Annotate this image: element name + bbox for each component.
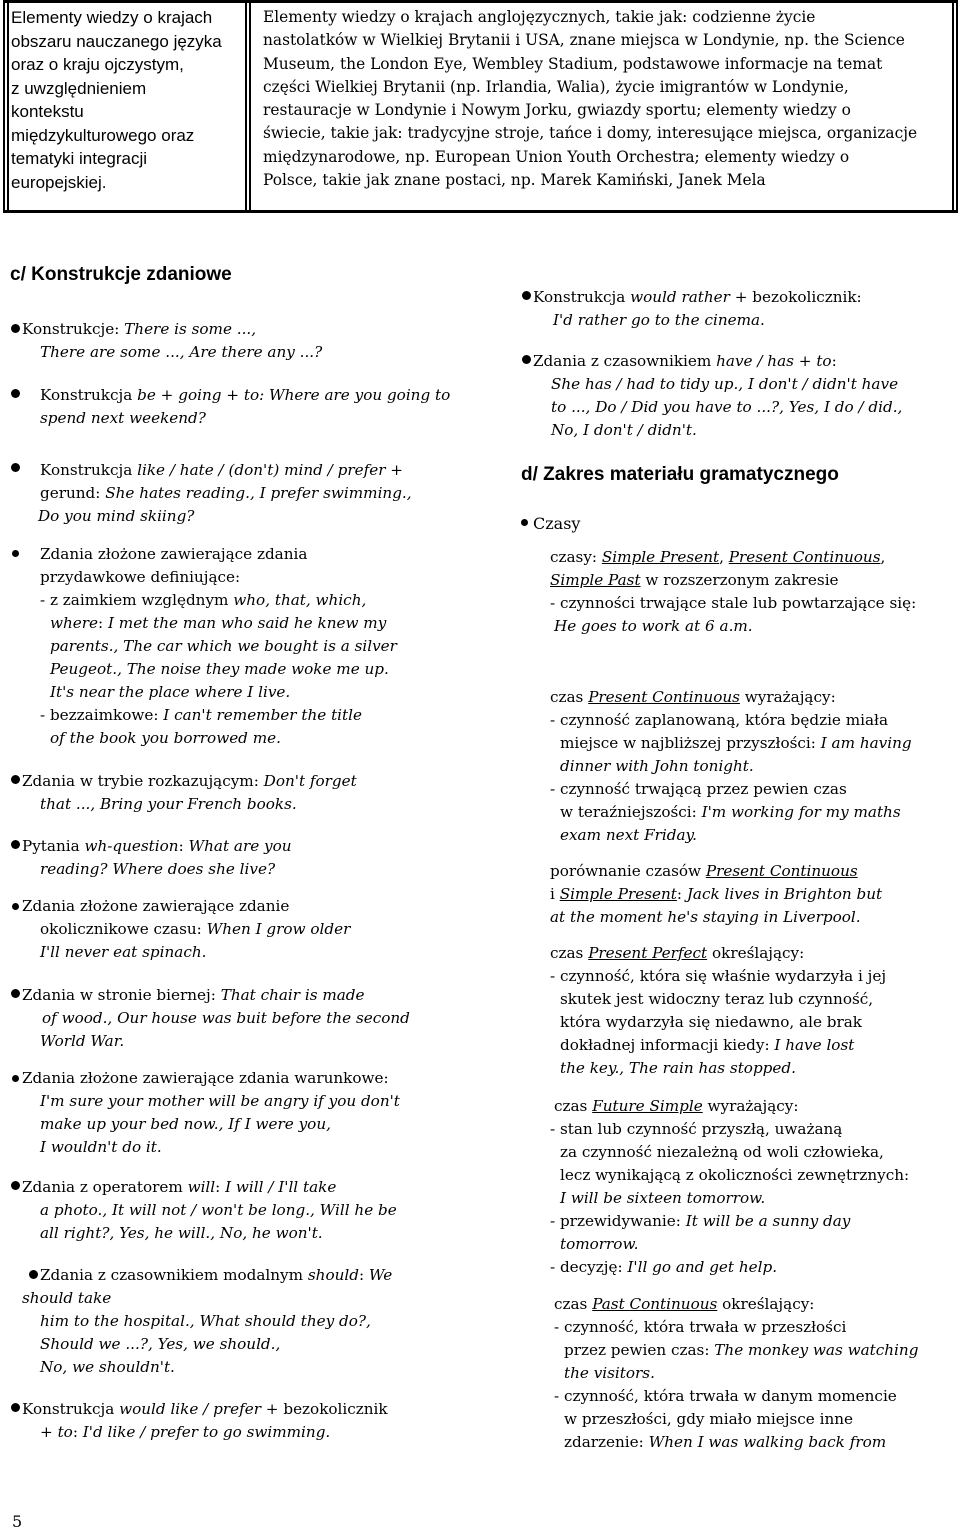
item-example: spend next weekend? — [40, 409, 206, 427]
tense-text: w teraźniejszości: — [560, 803, 702, 821]
tense-example: I'm working for my maths — [701, 803, 901, 821]
item-example: That chair is made — [220, 986, 365, 1004]
table-border-left — [3, 3, 5, 210]
item-text: Zdania z operatorem — [22, 1178, 188, 1196]
tense-example: It will be a sunny day — [685, 1212, 851, 1230]
tense-example: the key., The rain has stopped. — [560, 1059, 796, 1077]
item-text: Zdania złożone zawierające zdania — [40, 545, 308, 563]
item-text: Konstrukcja — [22, 1400, 120, 1418]
item-keyword: like / hate / (don't) mind / prefer — [137, 461, 386, 479]
bullet-icon — [12, 550, 19, 557]
item-text: Zdania z czasownikiem — [533, 352, 717, 370]
tense-text: - czynności trwające stale lub powtarzające się: — [550, 594, 917, 612]
item-text: Konstrukcja — [533, 288, 631, 306]
item-example: Peugeot., The noise they made woke me up. — [50, 660, 389, 678]
tense-text: - czynność zaplanowaną, która będzie miała — [550, 711, 889, 729]
item-going-to — [40, 384, 450, 430]
item-keyword: who, that, which, — [233, 591, 367, 609]
comparison-block — [550, 860, 882, 929]
item-relative-clauses — [40, 543, 397, 750]
tense-example: the visitors. — [564, 1364, 655, 1382]
item-text: : — [98, 614, 108, 632]
tense-text: za czynność niezależną od woli człowieka, — [560, 1143, 884, 1161]
tense-text: - czynność trwającą przez pewien czas — [550, 780, 847, 798]
table-right-line: części Wielkiej Brytanii (np. Irlandia, Walia), życie imigrantów w Londynie, — [263, 77, 849, 96]
item-text: przydawkowe definiujące: — [40, 568, 241, 586]
item-example: I will / I'll take — [225, 1178, 337, 1196]
bullet-icon — [12, 1075, 19, 1082]
item-text: : — [72, 1423, 83, 1441]
tense-text: w przeszłości, gdy miało miejsce inne — [564, 1410, 854, 1428]
tense-text: - czynność, która się właśnie wydarzyła i jej — [550, 967, 887, 985]
item-wh-question — [22, 835, 292, 881]
tense-text: czas — [554, 1097, 593, 1115]
item-text: Zdania złożone zawierające zdania warunkowe: — [22, 1069, 389, 1087]
tense-text: czas — [554, 1295, 593, 1313]
item-conditional — [22, 1067, 400, 1159]
table-left-line: Elementy wiedzy o krajach — [11, 8, 213, 27]
tense-text: miejsce w najbliższej przyszłości: — [560, 734, 821, 752]
item-text: + bezokolicznik — [260, 1400, 388, 1418]
item-example: Don't forget — [263, 772, 357, 790]
tense-text: , — [719, 548, 729, 566]
item-example: She has / had to tidy up., I don't / didn't have — [551, 375, 899, 393]
item-text: : — [358, 1266, 369, 1284]
item-like-hate — [40, 459, 412, 528]
item-example: to ..., Do / Did you have to ...?, Yes, I do / did., — [551, 398, 903, 416]
table-right-line: świecie, takie jak: tradycyjne stroje, tańce i domy, interesujące miejsca, organizacje — [263, 124, 918, 143]
table-left-cell — [11, 6, 247, 194]
item-text: + — [155, 386, 179, 404]
table-column-divider-inner — [249, 3, 251, 210]
table-right-line: międzynarodowe, np. European Union Youth Orchestra; elementy wiedzy o — [263, 147, 850, 166]
tense-text: - decyzję: — [550, 1258, 628, 1276]
table-left-line: tematyki integracji — [11, 149, 148, 168]
tense-text: - stan lub czynność przyszłą, uważaną — [550, 1120, 843, 1138]
tense-text: - czynność, która trwała w danym momencie — [554, 1387, 897, 1405]
table-right-line: Polsce, takie jak znane postaci, np. Marek Kamiński, Janek Mela — [263, 171, 766, 190]
tense-example: I have lost — [774, 1036, 855, 1054]
tense-text: i — [550, 885, 560, 903]
item-keyword: would rather — [630, 288, 730, 306]
present-perfect-block — [550, 942, 886, 1080]
bullet-icon — [11, 463, 20, 472]
item-text: gerund: — [40, 484, 106, 502]
item-text: Konstrukcje: — [22, 320, 125, 338]
item-example: There is some ..., — [124, 320, 257, 338]
item-text: Zdania w stronie biernej: — [22, 986, 221, 1004]
table-border-left-inner — [7, 3, 9, 210]
item-would-rather — [533, 286, 862, 332]
item-text: Zdania z czasownikiem modalnym — [40, 1266, 308, 1284]
item-text: Konstrukcja — [40, 386, 138, 404]
item-example: of wood., Our house was buit before the second — [42, 1009, 410, 1027]
tenses-block — [550, 546, 916, 638]
tense-text: porównanie czasów — [550, 862, 706, 880]
item-example: Should we ...?, Yes, we should., — [40, 1335, 281, 1353]
tense-text: , — [880, 548, 886, 566]
bullet-icon — [12, 903, 19, 910]
tense-example: He goes to work at 6 a.m. — [554, 617, 753, 635]
item-example: We — [368, 1266, 393, 1284]
item-should — [22, 1264, 392, 1379]
tense-example: tomorrow. — [560, 1235, 639, 1253]
bullet-icon — [11, 1181, 20, 1190]
item-keyword: will — [187, 1178, 216, 1196]
table-left-line: międzykulturowego oraz — [11, 125, 195, 145]
tense-name: Simple Past — [550, 571, 641, 589]
item-keyword: be — [137, 386, 156, 404]
item-there-is — [22, 318, 322, 364]
item-text: - z zaimkiem względnym — [40, 591, 234, 609]
tense-example: at the moment he's staying in Liverpool. — [550, 908, 861, 926]
tense-text: wyrażający: — [702, 1097, 799, 1115]
item-example: I'm sure your mother will be angry if you don't — [40, 1092, 400, 1110]
item-example: What are you — [188, 837, 292, 855]
past-continuous-block — [550, 1293, 918, 1454]
tense-text: czasy: — [550, 548, 602, 566]
tense-name: Past Continuous — [592, 1295, 718, 1313]
item-text: Zdania w trybie rozkazującym: — [22, 772, 264, 790]
table-right-line: nastolatków w Wielkiej Brytanii i USA, znane miejsca w Londynie, np. the Science — [263, 31, 905, 50]
item-text: + — [793, 352, 817, 370]
item-example: I'd rather go to the cinema. — [553, 311, 765, 329]
tense-name: Simple Present — [601, 548, 720, 566]
tense-text: określający: — [707, 944, 805, 962]
item-example: No, I don't / didn't. — [551, 421, 697, 439]
tense-example: When I was walking back from — [648, 1433, 887, 1451]
section-d-heading: d/ Zakres materiału gramatycznego — [521, 464, 839, 485]
tense-example: dinner with John tonight. — [560, 757, 754, 775]
item-example: : Where are you going to — [259, 386, 451, 404]
tense-example: I'll go and get help. — [627, 1258, 778, 1276]
item-example: parents., The car which we bought is a silver — [50, 637, 397, 655]
tense-text: czas — [550, 944, 589, 962]
item-keyword: where — [50, 614, 99, 632]
table-left-line: kontekstu — [11, 102, 84, 121]
item-example: World War. — [40, 1032, 125, 1050]
future-simple-block — [550, 1095, 909, 1279]
item-keyword: to — [57, 1423, 73, 1441]
item-example: It's near the place where I live. — [50, 683, 291, 701]
item-passive — [22, 984, 410, 1053]
czasy-label: Czasy — [533, 514, 581, 533]
tense-text: w rozszerzonym zakresie — [640, 571, 839, 589]
item-example: all right?, Yes, he will., No, he won't. — [40, 1224, 323, 1242]
item-would-like — [22, 1398, 388, 1444]
table-right-line: restauracje w Londynie i Nowym Jorku, gwiazdy sportu; elementy wiedzy o — [263, 101, 851, 120]
item-text: + — [385, 461, 404, 479]
tense-example: The monkey was watching — [714, 1341, 919, 1359]
tense-text: : — [676, 885, 687, 903]
tense-name: Present Continuous — [728, 548, 881, 566]
bullet-icon — [522, 291, 531, 300]
item-text: : — [178, 837, 189, 855]
bullet-icon — [11, 1403, 20, 1412]
item-text: Konstrukcja — [40, 461, 138, 479]
tense-text: określający: — [717, 1295, 815, 1313]
item-example: I met the man who said he knew my — [107, 614, 387, 632]
item-text: - bezzaimkowe: — [40, 706, 164, 724]
item-example: make up your bed now., If I were you, — [40, 1115, 331, 1133]
item-example: that ..., Bring your French books. — [40, 795, 297, 813]
item-example: There are some ..., Are there any ...? — [40, 343, 323, 361]
table-left-line: europejskiej. — [11, 172, 107, 192]
tense-text: - przewidywanie: — [550, 1212, 686, 1230]
tense-example: exam next Friday. — [560, 826, 697, 844]
item-keyword: have / has — [716, 352, 794, 370]
item-example: a photo., It will not / won't be long., Will he be — [40, 1201, 397, 1219]
item-example: I wouldn't do it. — [40, 1138, 162, 1156]
item-imperative — [22, 770, 357, 816]
item-text: : — [831, 352, 837, 370]
item-example: When I grow older — [206, 920, 351, 938]
item-keyword: would like / prefer — [119, 1400, 261, 1418]
page-number: 5 — [12, 1512, 23, 1531]
tense-name: Future Simple — [592, 1097, 703, 1115]
item-text: + — [221, 386, 244, 404]
tense-text: - czynność, która trwała w przeszłości — [554, 1318, 847, 1336]
tense-name: Present Continuous — [588, 688, 740, 706]
section-c-heading: c/ Konstrukcje zdaniowe — [10, 264, 232, 285]
item-example: him to the hospital., What should they do?, — [40, 1312, 371, 1330]
bullet-icon — [11, 324, 20, 333]
item-time-clause — [22, 895, 350, 964]
item-keyword: to — [816, 352, 832, 370]
item-example: I'd like / prefer to go swimming. — [82, 1423, 331, 1441]
item-text: + — [40, 1423, 58, 1441]
bullet-icon — [521, 519, 528, 526]
tense-text: wyrażający: — [739, 688, 836, 706]
tense-text: przez pewien czas: — [564, 1341, 715, 1359]
item-example: of the book you borrowed me. — [50, 729, 281, 747]
table-left-line: obszaru nauczanego języka — [11, 31, 222, 51]
table-right-cell — [263, 6, 953, 192]
tense-name: Present Perfect — [588, 944, 708, 962]
bullet-icon — [11, 775, 20, 784]
item-example: reading? Where does she live? — [40, 860, 276, 878]
bullet-icon — [11, 389, 20, 398]
item-will — [22, 1176, 397, 1245]
item-text: : — [215, 1178, 226, 1196]
item-example: No, we shouldn't. — [40, 1358, 175, 1376]
tense-example: I will be sixteen tomorrow. — [560, 1189, 766, 1207]
item-text: Zdania złożone zawierające zdanie — [22, 897, 290, 915]
tense-text: lecz wynikającą z okoliczności zewnętrznych: — [560, 1166, 910, 1184]
item-text: okolicznikowe czasu: — [40, 920, 207, 938]
tense-text: skutek jest widoczny teraz lub czynność, — [560, 990, 874, 1008]
tense-text: która wydarzyła się niedawno, ale brak — [560, 1013, 863, 1031]
item-text: + bezokolicznik: — [729, 288, 862, 306]
item-keyword: to — [243, 386, 260, 404]
tense-text: zdarzenie: — [564, 1433, 649, 1451]
item-example: She hates reading., I prefer swimming., — [105, 484, 412, 502]
item-example: should take — [22, 1289, 112, 1307]
item-example: Do you mind skiing? — [38, 507, 195, 525]
item-example: I can't remember the title — [163, 706, 362, 724]
present-continuous-block — [550, 686, 912, 847]
item-keyword: wh-question — [84, 837, 179, 855]
tense-example: I am having — [820, 734, 912, 752]
table-left-line: z uwzględnieniem — [11, 78, 147, 98]
table-border-right-inner — [956, 3, 958, 210]
tense-name: Present Continuous — [705, 862, 858, 880]
item-keyword: going — [178, 386, 222, 404]
tense-name: Simple Present — [559, 885, 677, 903]
item-have-to — [533, 350, 902, 442]
table-left-line: oraz o kraju ojczystym, — [11, 55, 184, 74]
item-example: I'll never eat spinach. — [40, 943, 207, 961]
item-keyword: should — [307, 1266, 359, 1284]
bullet-icon — [11, 989, 20, 998]
tense-text: czas — [550, 688, 589, 706]
bullet-icon — [522, 355, 531, 364]
item-text: Pytania — [22, 837, 85, 855]
table-right-line: Elementy wiedzy o krajach anglojęzycznych, takie jak: codzienne życie — [263, 8, 816, 26]
table-right-line: Museum, the London Eye, Wembley Stadium, podstawowe informacje na temat — [263, 54, 883, 73]
bullet-icon — [11, 840, 20, 849]
tense-example: Jack lives in Brighton but — [686, 885, 883, 903]
tense-text: dokładnej informacji kiedy: — [560, 1036, 775, 1054]
